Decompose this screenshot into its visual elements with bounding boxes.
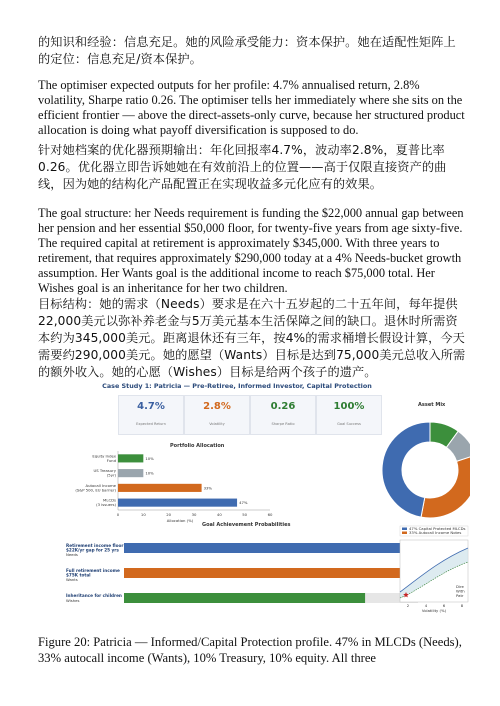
pie-slice — [421, 455, 470, 518]
paragraph-2-en: The optimiser expected outputs for her profile: 4.7% annualised return, 2.8% volatility, Sharpe ratio 0.26. The optimiser tells her immediately where she sits on the efficient frontier — above the direct-assets-only curve, because her structured product allocation is doing what payoff diversification is supposed to do. — [38, 78, 465, 137]
legend-swatch — [402, 528, 407, 531]
category-label: US Treasury — [93, 468, 116, 474]
legend-label: 33% Autocall Income Notes — [409, 530, 462, 535]
goal-tag: Wishes — [66, 598, 80, 603]
goal-bar — [124, 543, 418, 553]
category-label: (3 issuers) — [96, 502, 116, 508]
x-tick-label: 40 — [216, 512, 222, 517]
kpi-label: Goal Success — [337, 422, 361, 426]
asset-mix-title: Asset Mix — [418, 402, 446, 408]
x-tick-label: 50 — [242, 512, 248, 517]
goal-sub-label: $75K total — [66, 572, 91, 578]
goal-sub-label: $22K/yr gap for 25 yrs — [66, 547, 119, 553]
bar-value-label: 47% — [239, 500, 248, 506]
category-label: MLCDs — [103, 497, 116, 503]
kpi-value: 4.7% — [137, 401, 165, 412]
figure-caption: Figure 20: Patricia — Informed/Capital Protection profile. 47% in MLCDs (Needs), 33% autocall income (Wants), 10% Treasury, 10% equity. All three — [38, 635, 462, 665]
x-tick-label: 60 — [267, 512, 273, 517]
frontier-legend-label: With — [456, 588, 465, 594]
kpi-label: Volatility — [209, 422, 225, 426]
frontier-x-tick: 6 — [442, 603, 446, 608]
category-label: Fund — [106, 457, 116, 463]
bar-value-label: 33% — [203, 485, 213, 491]
kpi-value: 0.26 — [270, 401, 296, 412]
x-axis-label: Allocation (%) — [166, 518, 194, 523]
figure-dashboard — [62, 380, 470, 616]
figure-svg — [62, 380, 470, 616]
paragraph-5-zh: 目标结构：她的需求（Needs）要求是在六十五岁起的二十五年间，每年提供22,000美元以弥补养老金与5万美元基本生活保障之间的缺口。退休时所需资本约为345,000美元。距离退休还有三年，按4%的需求桶增长假设计算，今天需要约290,000美元。她的愿望（Wants）目标是达到75,000美元总收入所需的额外收入。她的心愿（Wishes）目标是给两个孩子的遗产。 — [38, 297, 466, 379]
category-label: Equity Index — [92, 453, 116, 459]
kpi-value: 100% — [333, 401, 365, 412]
kpi-value: 2.8% — [203, 401, 231, 412]
kpi-label: Expected Return — [136, 422, 166, 426]
paragraph-3-zh: 针对她档案的优化器预期输出：年化回报率4.7%，波动率2.8%，夏普比率0.26。优化器立即告诉她她在有效前沿上的位置——高于仅限直接资产的曲线，因为她的结构化产品配置正在实现收益多元化应有的效果。 — [38, 143, 447, 191]
category-label: (S&P 500, EU barrier) — [75, 487, 116, 493]
bar-value-label: 10% — [145, 455, 154, 461]
frontier-legend-label: Dire — [456, 584, 464, 589]
frontier-x-tick: 8 — [460, 603, 464, 608]
category-label: (5yr) — [106, 472, 116, 478]
x-tick-label: 10 — [140, 512, 146, 517]
bar — [118, 469, 143, 477]
frontier-x-tick: 4 — [424, 603, 428, 608]
bar — [118, 454, 143, 462]
goal-bar — [124, 568, 418, 578]
legend-swatch — [402, 532, 407, 535]
frontier-x-tick: 2 — [406, 603, 410, 608]
category-label: Autocall Income — [85, 482, 116, 488]
frontier-legend-label: Patr — [456, 593, 464, 598]
figure-title: Case Study 1: Patricia — Pre-Retiree, Informed Investor, Capital Protection — [102, 382, 372, 390]
goal-title: Goal Achievement Probabilities — [202, 522, 291, 528]
x-tick-label: 0 — [116, 512, 120, 517]
goal-tag: Needs — [66, 552, 78, 557]
goal-label: Full retirement income — [66, 568, 120, 573]
goal-label: Inheritance for children — [66, 593, 122, 598]
portfolio-title: Portfolio Allocation — [170, 443, 225, 449]
x-tick-label: 30 — [191, 512, 197, 517]
goal-bar — [124, 593, 365, 603]
paragraph-1-zh: 的知识和经验：信息充足。她的风险承受能力：资本保护。她在适配性矩阵上的定位：信息充足/资本保护。 — [38, 35, 456, 66]
goal-tag: Wants — [66, 577, 78, 582]
bar — [118, 499, 237, 507]
frontier-x-label: Volatility (%) — [421, 608, 447, 613]
bar-value-label: 10% — [145, 470, 154, 476]
goal-label: Retirement income floor — [66, 543, 124, 548]
legend-label: 47% Capital Protected MLCDs — [409, 526, 466, 531]
bar — [118, 484, 202, 492]
pie-slice — [382, 422, 430, 517]
x-tick-label: 20 — [166, 512, 172, 517]
kpi-label: Sharpe Ratio — [271, 422, 295, 426]
paragraph-4-en: The goal structure: her Needs requirement is funding the $22,000 annual gap between her pension and her essential $50,000 floor, for twenty-five years from age sixty-five. The required capital at retirement is approximately $345,000. With three years to retirement, that requires approximately $290,000 today at a 4% Needs-bucket growth assumption. Her Wants goal is the additional income to reach $75,000 total. Her Wishes goal is an inheritance for her two children. — [38, 206, 464, 295]
